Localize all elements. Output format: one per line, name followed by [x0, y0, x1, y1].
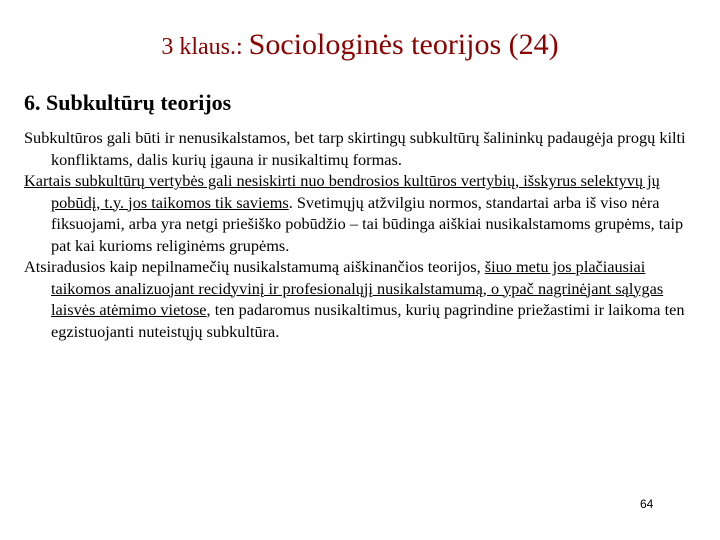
paragraph-3-underlined: šiuo metu jos plačiausiai taikomos analizuojant recidyvinį ir profesionalųjį nusikalstamumą, o ypač nagrinėjant sąlygas laisvės atėmimo vietose: [51, 257, 664, 319]
title-slide-count: (24): [501, 28, 559, 61]
body-text: [24, 127, 704, 342]
paragraph-3: [24, 256, 704, 342]
paragraph-3-after: , ten padaromus nusikaltimus, kurių pagrindine priežastimi ir laikoma ten egzistuojanti nuteistųjų subkultūra.: [51, 300, 685, 341]
title-chapter-prefix: 3 klaus.:: [161, 34, 249, 60]
paragraph-2-underlined: Kartais subkultūrų vertybės gali nesiskirti nuo bendrosios kultūros vertybių, išskyrus selektyvų jų pobūdį, t.y. jos taikomos tik saviems: [24, 171, 660, 212]
paragraph-2-rest: . Svetimųjų atžvilgiu normos, standartai arba iš viso nėra fiksuojami, arba yra netgi priešiško pobūdžio – tai būdinga aiškiai nusikalstamoms grupėms, taip pat kai kurioms religinėms grupėms.: [51, 192, 684, 255]
paragraph-3-before: Atsiradusios kaip nepilnamečių nusikalstamumą aiškinančios teorijos,: [24, 257, 485, 276]
paragraph-2: [24, 170, 704, 256]
paragraph-1-text: Subkultūros gali būti ir nenusikalstamos, bet tarp skirtingų subkultūrų šalininkų padaugėja progų kilti konfliktams, dalis kurių įgauna ir nusikaltimų formas.: [24, 128, 686, 169]
paragraph-1: [24, 127, 704, 170]
section-heading: 6. Subkultūrų teorijos: [24, 90, 232, 115]
title-main: Sociologinės teorijos: [248, 28, 502, 61]
page-number: 64: [640, 497, 654, 511]
slide-title: [0, 28, 720, 62]
